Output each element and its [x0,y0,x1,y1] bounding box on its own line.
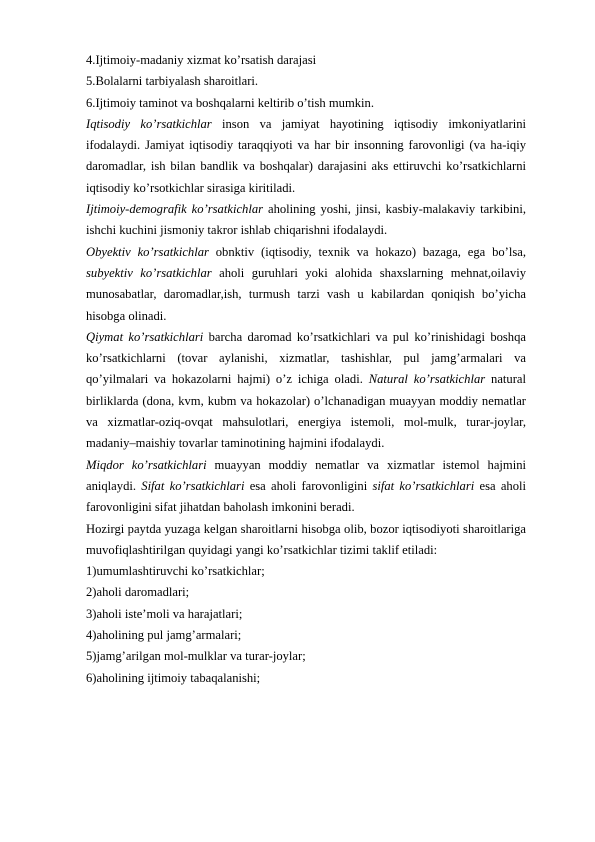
term-demografik: Ijtimoiy-demografik ko’rsatkichlar [86,202,264,217]
list-item-1: 1)umumlashtiruvchi ko’rsatkichlar; [86,564,265,579]
document-page [86,50,526,689]
list-item-6: 6)aholining ijtimoiy tabaqalanishi; [86,670,261,685]
term-obyektiv: Obyektiv ko’rsatkichlar [86,244,209,259]
paragraph-hozirgi: Hozirgi paytda yuzaga kelgan sharoitlarni hisobga olib, bozor iqtisodiyoti sharoitlariga muvofiqlashtirilgan quyidagi yangi ko’rsatkichlar tizimi taklif etiladi: [86,521,526,557]
term-sifat: Sifat ko’rsatkichlari [141,478,245,493]
term-miqdor: Miqdor ko’rsatkichlari [86,457,207,472]
list-item-4: 4)aholining pul jamg’armalari; [86,628,242,643]
paragraph-miqdor-text-3: esa aholi farovonligini sifat jihatdan baholash imkonini beradi. [86,478,526,515]
paragraph-demografik-text: aholining yoshi, jinsi, kasbiy-malakaviy tarkibini, ishchi kuchini jismoniy takror ishlab chiqarishni ifodalaydi. [86,202,526,238]
term-sifat-2: sifat ko’rsatkichlari [372,478,475,493]
paragraph-miqdor [86,455,526,519]
paragraph-obyektiv-text-1: obnktiv (iqtisodiy, texnik va hokazo) bazaga, ega bo’lsa, [208,244,526,259]
list-item-5: 5)jamg’arilgan mol-mulklar va turar-joylar; [86,649,306,664]
intro-item-6: 6.Ijtimoiy taminot va boshqalarni keltirib o’tish mumkin. [86,95,374,110]
paragraph-demografik [86,199,526,242]
term-iqtisodiy: Iqtisodiy ko’rsatkichlar [86,116,212,131]
paragraph-miqdor-text-2: esa aholi farovonligini [244,478,373,493]
paragraph-obyektiv [86,242,526,327]
paragraph-iqtisodiy [86,114,526,199]
intro-item-5: 5.Bolalarni tarbiyalash sharoitlari. [86,74,259,89]
paragraph-qiymat [86,327,526,455]
term-natural: Natural ko’rsatkichlar [368,372,486,387]
list-item-2: 2)aholi daromadlari; [86,585,190,600]
paragraph-qiymat-text-2: natural birliklarda (dona, kvm, kubm va hokazolar) o’lchanadigan muayyan moddiy nematlar va xizmatlar-oziq-ovqat mahsulotlari, energiya istemoli, mol-mulk, turar-joylar, madaniy–maishiy tovarlar taminotining hajmini ifodalaydi. [86,372,526,451]
term-subyektiv: subyektiv ko’rsatkichlar [86,265,212,280]
term-qiymat: Qiymat ko’rsatkichlari [86,329,204,344]
intro-item-4: 4.Ijtimoiy-madaniy xizmat ko’rsatish darajasi [86,53,317,67]
paragraph-obyektiv-text-2: aholi guruhlari yoki alohida shaxslarning mehnat,oilaviy munosabatlar, daromadlar,ish, turmush tarzi vash u kabilardan qoniqish bo’yicha hisobga olinadi. [86,265,526,323]
paragraph-iqtisodiy-text: inson va jamiyat hayotining iqtisodiy imkoniyatlarini ifodalaydi. Jamiyat iqtisodiy taraqqiyoti va har bir insonning farovonligi (va ha-iqiy daromadlar, ish bilan bandlik va boshqalar) darajasini aks ettiruvchi ko’rsatkichlarni iqtisodiy ko’rsotkichlar sirasiga kiritiladi. [86,116,526,195]
list-item-3: 3)aholi iste’moli va harajatlari; [86,606,243,621]
paragraph-miqdor-text-1: muayyan moddiy nematlar va xizmatlar istemol hajmini aniqlaydi. [86,457,527,493]
paragraph-qiymat-text-1: barcha daromad ko’rsatkichlari va pul ko’rinishidagi boshqa ko’rsatkichlarni (tovar aylanishi, xizmatlar, tashishlar, pul jamg’armalari va qo’yilmalari va hokazolarni hajmi) o’z ichiga oladi. [86,329,526,387]
